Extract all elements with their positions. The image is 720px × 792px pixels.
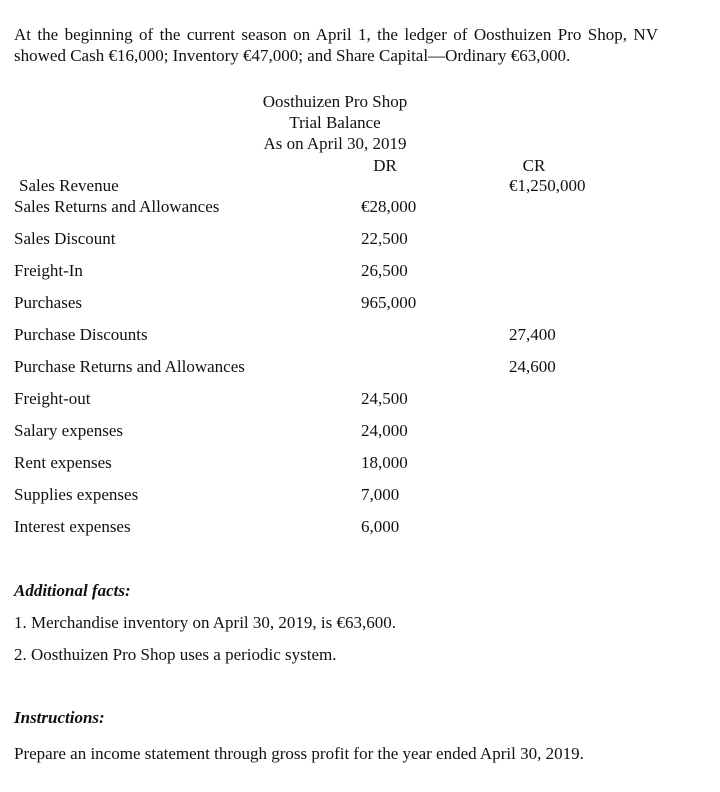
statement-title: Trial Balance <box>289 113 381 132</box>
row-label: Supplies expenses <box>14 485 139 504</box>
table-row <box>0 293 720 315</box>
statement-date: As on April 30, 2019 <box>263 134 407 153</box>
intro-paragraph: At the beginning of the current season on April 1, the ledger of Oosthuizen Pro Shop, NV showed Cash €16,000; Inventory €47,000; and Share Capital—Ordinary €63,000. <box>14 25 658 65</box>
table-row <box>0 229 720 251</box>
row-credit: 27,400 <box>509 325 556 344</box>
table-row <box>0 517 720 539</box>
row-label: Sales Returns and Allowances <box>14 197 220 216</box>
table-row <box>0 421 720 443</box>
row-debit: 965,000 <box>361 293 417 312</box>
table-row <box>0 453 720 475</box>
row-label: Rent expenses <box>14 453 112 472</box>
row-label: Salary expenses <box>14 421 124 440</box>
row-label: Purchases <box>14 293 82 312</box>
company-name: Oosthuizen Pro Shop <box>262 92 408 111</box>
row-debit: 6,000 <box>361 517 400 536</box>
row-label: Freight-In <box>14 261 83 280</box>
row-debit: 18,000 <box>361 453 408 472</box>
row-label: Sales Discount <box>14 229 116 248</box>
row-debit: 7,000 <box>361 485 400 504</box>
table-row <box>0 261 720 283</box>
additional-fact-2: 2. Oosthuizen Pro Shop uses a periodic system. <box>14 645 337 664</box>
additional-fact-1: 1. Merchandise inventory on April 30, 2019, is €63,600. <box>14 613 396 632</box>
row-label: Interest expenses <box>14 517 131 536</box>
table-row <box>0 485 720 507</box>
dr-column-header: DR <box>373 156 397 175</box>
table-row <box>0 325 720 347</box>
row-debit: 22,500 <box>361 229 408 248</box>
row-credit: €1,250,000 <box>509 176 586 195</box>
row-debit: 24,000 <box>361 421 408 440</box>
table-row <box>0 389 720 411</box>
row-debit: 26,500 <box>361 261 408 280</box>
row-label: Purchase Returns and Allowances <box>14 357 245 376</box>
table-row <box>0 176 720 198</box>
cr-column-header: CR <box>522 156 546 175</box>
row-label: Freight-out <box>14 389 91 408</box>
row-debit: €28,000 <box>361 197 417 216</box>
instructions-heading: Instructions: <box>14 708 105 727</box>
table-row <box>0 357 720 379</box>
table-row <box>0 197 720 219</box>
row-label: Sales Revenue <box>19 176 119 195</box>
row-label: Purchase Discounts <box>14 325 148 344</box>
additional-facts-heading: Additional facts: <box>14 581 131 600</box>
row-debit: 24,500 <box>361 389 408 408</box>
instructions-text: Prepare an income statement through gross profit for the year ended April 30, 2019. <box>14 744 584 763</box>
row-credit: 24,600 <box>509 357 556 376</box>
